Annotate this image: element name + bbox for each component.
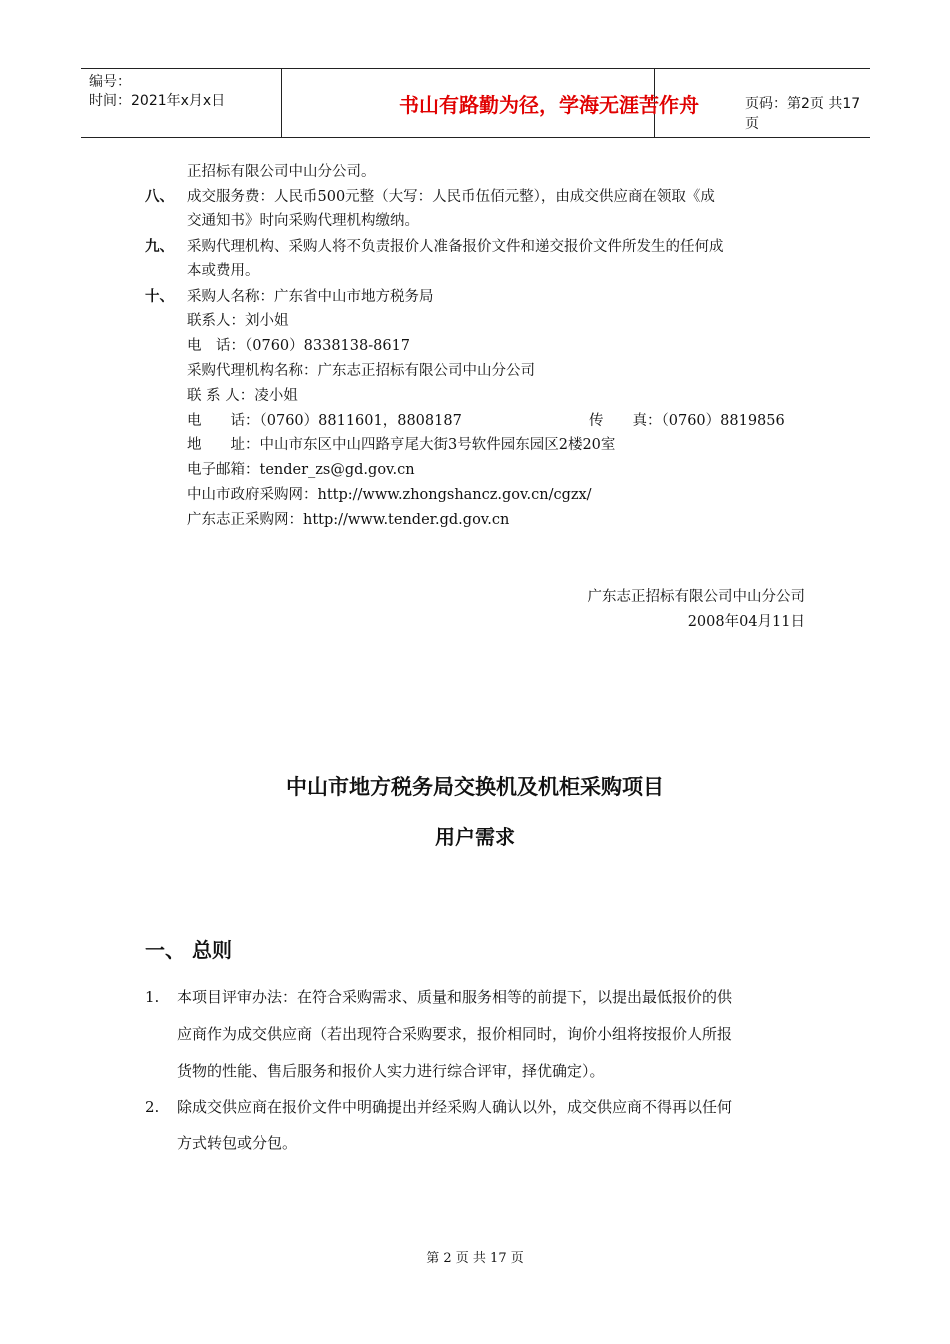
item-number: 十、 [145,288,174,305]
agency-contact: 联 系 人：凌小姐 [187,388,298,404]
list-text: 方式转包或分包。 [177,1134,298,1152]
header-motto: 书山有路勤为径，学海无涯苦作舟 [399,92,699,117]
document-title: 中山市地方税务局交换机及机柜采购项目 [286,775,664,799]
item-number: 九、 [145,238,174,255]
agency-fax: 传 真：（0760）8819856 [589,413,785,429]
header-page-number: 页码：第2页 共17页 [745,96,861,132]
list-number: 1. [145,988,160,1006]
header-meta [89,73,225,111]
list-text: 货物的性能、售后服务和报价人实力进行综合评审，择优确定）。 [177,1062,605,1080]
continued-line: 正招标有限公司中山分公司。 [187,164,376,180]
zz-website: 广东志正采购网：http://www.tender.gd.gov.cn [187,512,510,528]
list-text: 应商作为成交供应商（若出现符合采购要求，报价相同时，询价小组将按报价人所报 [177,1025,733,1043]
section-heading: 一、 总则 [145,938,232,962]
buyer-phone: 电 话：（0760）8338138-8617 [187,338,411,354]
signature-date: 2008年04月11日 [687,614,805,630]
buyer-name: 采购人名称：广东省中山市地方税务局 [187,289,434,305]
agency-address: 地 址：中山市东区中山四路亨尾大街3号软件园东园区2楼20室 [187,437,616,453]
page-header [81,68,870,138]
page-footer: 第 2 页 共 17 页 [426,1251,524,1266]
header-time: 时间：2021年x月x日 [89,93,226,109]
item-text: 成交服务费：人民币500元整（大写：人民币伍佰元整），由成交供应商在领取《成 [187,189,715,205]
agency-phone: 电 话：（0760）8811601，8808187 [187,413,462,429]
buyer-contact: 联系人：刘小姐 [187,313,289,329]
list-text: 本项目评审办法：在符合采购需求、质量和服务相等的前提下，以提出最低报价的供 [177,988,733,1006]
item-text: 采购代理机构、采购人将不负责报价人准备报价文件和递交报价文件所发生的任何成 [187,239,724,255]
signature-company: 广东志正招标有限公司中山分公司 [587,589,805,605]
header-number: 编号： [89,74,131,90]
list-number: 2. [145,1098,160,1116]
agency-name: 采购代理机构名称：广东志正招标有限公司中山分公司 [187,363,535,379]
gov-website: 中山市政府采购网：http://www.zhongshancz.gov.cn/cgzx/ [187,487,592,503]
agency-email: 电子邮箱：tender_zs@gd.gov.cn [187,462,415,478]
item-text: 本或费用。 [187,263,260,279]
document-subtitle: 用户需求 [435,825,515,849]
header-divider [281,69,282,137]
item-number: 八、 [145,188,174,205]
list-text: 除成交供应商在报价文件中明确提出并经采购人确认以外，成交供应商不得再以任何 [177,1098,733,1116]
item-text: 交通知书》时向采购代理机构缴纳。 [187,213,419,229]
